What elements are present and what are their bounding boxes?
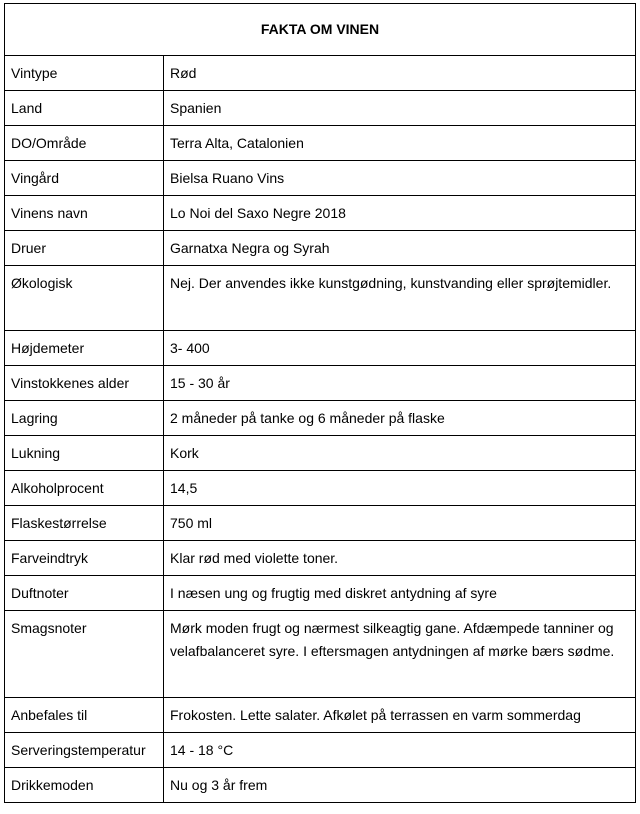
- row-label: Økologisk: [5, 266, 164, 331]
- row-label: Lagring: [5, 401, 164, 436]
- row-label: Flaskestørrelse: [5, 506, 164, 541]
- table-row: [5, 576, 636, 611]
- table-row: [5, 91, 636, 126]
- row-value: Mørk moden frugt og nærmest silkeagtig gane. Afdæmpede tanniner og velafbalanceret syre. I eftersmagen antydningen af mørke bærs sødme.: [164, 611, 636, 698]
- row-value: 15 - 30 år: [164, 366, 636, 401]
- table-row: [5, 231, 636, 266]
- row-label: Vinstokkenes alder: [5, 366, 164, 401]
- table-row: [5, 401, 636, 436]
- table-row: [5, 506, 636, 541]
- row-label: Anbefales til: [5, 698, 164, 733]
- row-value: Nej. Der anvendes ikke kunstgødning, kunstvanding eller sprøjtemidler.: [164, 266, 636, 331]
- row-value: Nu og 3 år frem: [164, 768, 636, 803]
- table-row: [5, 196, 636, 231]
- row-label: Serveringstemperatur: [5, 733, 164, 768]
- row-label: Smagsnoter: [5, 611, 164, 698]
- row-label: Druer: [5, 231, 164, 266]
- row-value: Rød: [164, 56, 636, 91]
- row-label: DO/Område: [5, 126, 164, 161]
- row-label: Vinens navn: [5, 196, 164, 231]
- wine-facts-table: [4, 3, 636, 803]
- row-value: Bielsa Ruano Vins: [164, 161, 636, 196]
- table-row: [5, 126, 636, 161]
- row-value: I næsen ung og frugtig med diskret antydning af syre: [164, 576, 636, 611]
- row-value: Frokosten. Lette salater. Afkølet på terrassen en varm sommerdag: [164, 698, 636, 733]
- table-row: [5, 161, 636, 196]
- row-label: Vingård: [5, 161, 164, 196]
- row-label: Lukning: [5, 436, 164, 471]
- row-value: Spanien: [164, 91, 636, 126]
- row-label: Land: [5, 91, 164, 126]
- row-label: Alkoholprocent: [5, 471, 164, 506]
- table-row: [5, 733, 636, 768]
- table-row: [5, 471, 636, 506]
- row-value: Klar rød med violette toner.: [164, 541, 636, 576]
- table-row: [5, 56, 636, 91]
- table-row: [5, 611, 636, 698]
- row-value: Lo Noi del Saxo Negre 2018: [164, 196, 636, 231]
- row-label: Drikkemoden: [5, 768, 164, 803]
- table-title: FAKTA OM VINEN: [5, 4, 636, 56]
- row-value: Garnatxa Negra og Syrah: [164, 231, 636, 266]
- table-row: [5, 266, 636, 331]
- row-label: Farveindtryk: [5, 541, 164, 576]
- row-value: 2 måneder på tanke og 6 måneder på flaske: [164, 401, 636, 436]
- row-value: Kork: [164, 436, 636, 471]
- row-value: Terra Alta, Catalonien: [164, 126, 636, 161]
- row-label: Duftnoter: [5, 576, 164, 611]
- table-row: [5, 366, 636, 401]
- row-label: Vintype: [5, 56, 164, 91]
- row-value: 14 - 18 °C: [164, 733, 636, 768]
- row-value: 750 ml: [164, 506, 636, 541]
- table-row: [5, 541, 636, 576]
- table-row: [5, 436, 636, 471]
- table-row: [5, 698, 636, 733]
- row-value: 3- 400: [164, 331, 636, 366]
- row-value: 14,5: [164, 471, 636, 506]
- table-row: [5, 768, 636, 803]
- table-row: [5, 331, 636, 366]
- row-label: Højdemeter: [5, 331, 164, 366]
